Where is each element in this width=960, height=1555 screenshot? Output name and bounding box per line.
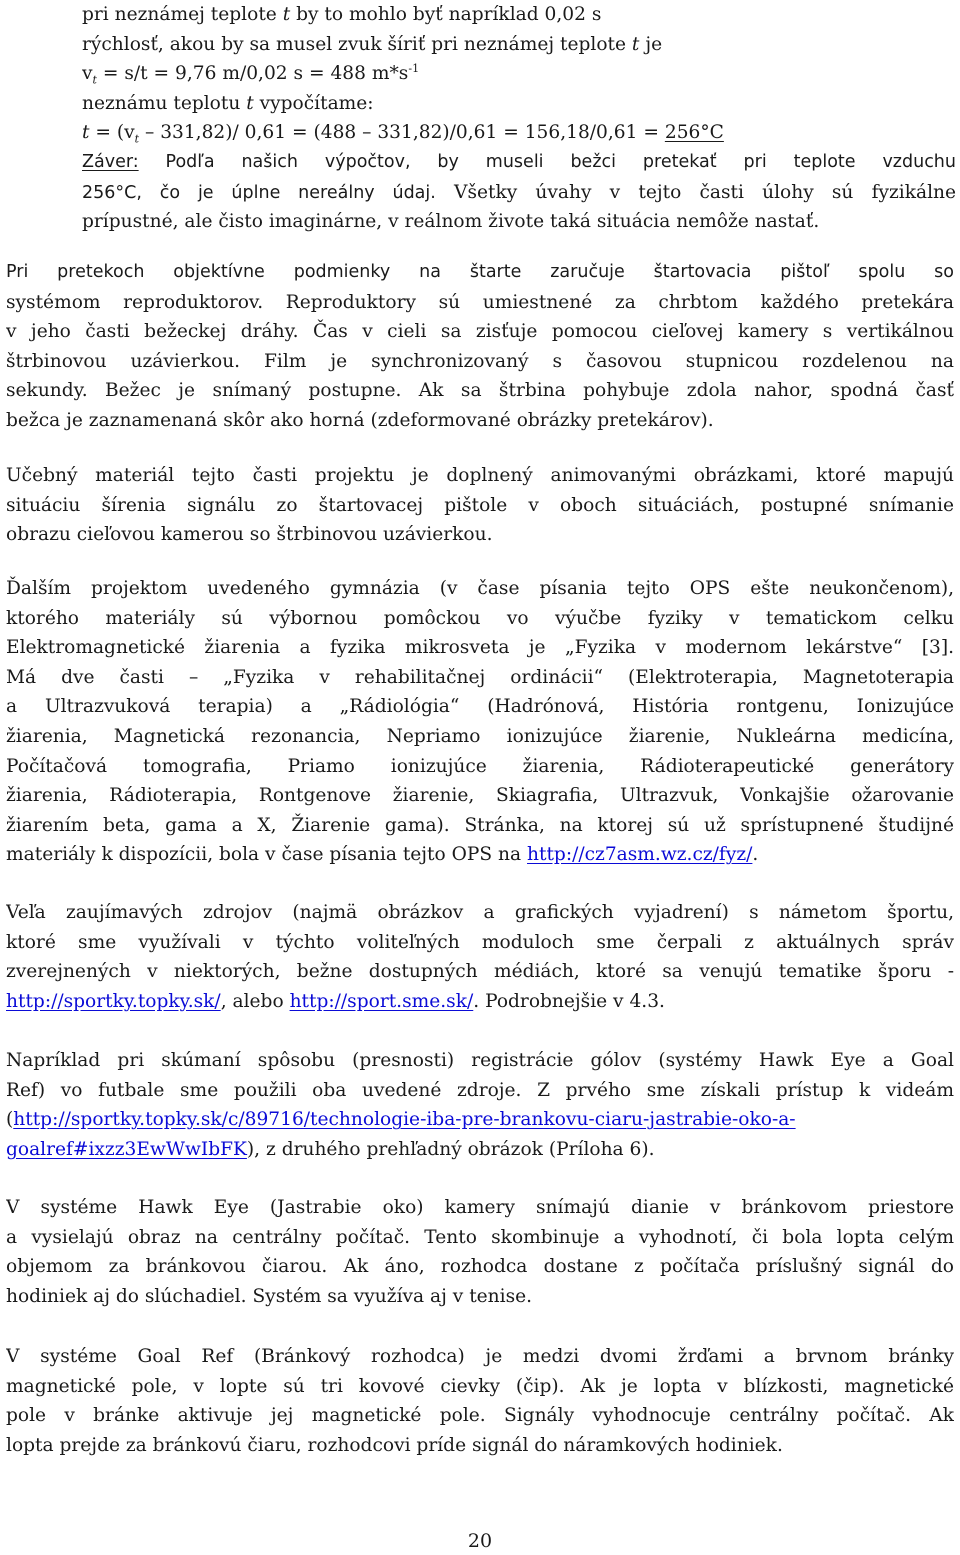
text-line: žiarenia, Rádioterapia, Rontgenove žiarenie, Skiagrafia, Ultrazvuk, Vonkajšie ožarovanie [6, 785, 954, 807]
conclusion-line: Záver: Podľa našich výpočtov, by museli bežci pretekať pri teplote vzduchu [82, 151, 956, 172]
calc-line: pri neznámej teplote t by to mohlo byť napríklad 0,02 s [82, 4, 602, 25]
link-topky-video-cont[interactable]: goalref#ixzz3EwWwIbFK [6, 1138, 247, 1160]
text-line: ktoré sme využívali v týchto voliteľných moduloch sme čerpali z aktuálnych správ [6, 931, 954, 953]
link-sportky[interactable]: http://sportky.topky.sk/ [6, 990, 221, 1012]
calc-result: 256°C [664, 122, 724, 144]
text-line: zverejnených v niektorých, bežne dostupných médiách, ktoré sa venujú tematike šporu - [6, 961, 954, 983]
text-line: systémom reproduktorov. Reproduktory sú umiestnené za chrbtom každého pretekára [6, 291, 954, 313]
paragraph-sources [6, 898, 954, 1016]
link-fyz[interactable]: http://cz7asm.wz.cz/fyz/ [527, 844, 753, 866]
link-sport-sme[interactable]: http://sport.sme.sk/ [289, 990, 474, 1012]
text-line: goalref#ixzz3EwWwIbFK), z druhého prehľadný obrázok (Príloha 6). [6, 1138, 655, 1160]
text-line: štrbinovou uzávierkou. Film je synchronizovaný s časovou stupnicou rozdelenou na [6, 350, 954, 372]
text-line: Elektromagnetické žiarenia a fyzika mikrosveta je „Fyzika v modernom lekárstve“ [3]. [6, 637, 954, 659]
calculation-block [82, 0, 956, 237]
text-line: bežca je zaznamenaná skôr ako horná (zdeformované obrázky pretekárov). [6, 409, 714, 431]
paragraph-animations [6, 461, 954, 550]
text-line: hodiniek aj do slúchadiel. Systém sa využíva aj v tenise. [6, 1285, 533, 1307]
text-line: žiarením beta, gama a X, Žiarenie gama). Stránka, na ktorej sú už sprístupnené študijné [6, 814, 954, 836]
text-line: Pri pretekoch objektívne podmienky na štarte zaručuje štartovacia pištoľ spolu so [6, 262, 954, 282]
text-line: V systéme Goal Ref (Bránkový rozhodca) je medzi dvomi žrďami a brvnom bránky [6, 1346, 954, 1367]
text-line: Počítačová tomografia, Priamo ionizujúce žiarenia, Rádioterapeutické generátory [6, 755, 954, 777]
paragraph-start-pistol [6, 258, 954, 436]
calc-line: $v_t = s/t = 9,76$ m/0,02 s = 488 $m*s^{-1}$ [82, 62, 420, 87]
conclusion-line: 256°C, čo je úplne nereálny údaj. Všetky úvahy v tejto časti úlohy sú fyzikálne [82, 181, 956, 203]
text-line: lopta prejde za bránkovú čiaru, rozhodcovi príde signál do náramkových hodiniek. [6, 1434, 783, 1456]
calc-formula: $t = (v_t - 331,82)/$ 0,61 = (488 – 331,82)/0,61 = 156,18/0,61 = 256°C [82, 122, 724, 147]
text-line: Má dve časti – „Fyzika v rehabilitačnej ordinácii“ (Elektroterapia, Magnetoterapia [6, 666, 954, 688]
calc-line: neznámu teplotu t vypočítame: [82, 92, 374, 114]
text-line: Napríklad pri skúmaní spôsobu (presnosti) registrácie gólov (systémy Hawk Eye a Goal [6, 1050, 954, 1071]
text-line: v jeho časti bežeckej dráhy. Čas v cieli sa zisťuje pomocou cieľovej kamery s vertikálnou [6, 321, 954, 343]
calc-line: rýchlosť, akou by sa musel zvuk šíriť pri neznámej teplote t je [82, 33, 663, 55]
text-line: V systéme Hawk Eye (Jastrabie oko) kamery snímajú dianie v bránkovom priestore [6, 1197, 954, 1218]
text-line: a vysielajú obraz na centrálny počítač. Tento skombinuje a vyhodnotí, či bola lopta celým [6, 1226, 954, 1248]
paragraph-goal-ref [6, 1342, 954, 1460]
text-line: situáciu šírenia signálu zo štartovacej pištole v oboch situáciách, postupné snímanie [6, 494, 954, 516]
conclusion-line: prípustné, ale čisto imaginárne, v reálnom živote taká situácia nemôže nastať. [82, 211, 820, 233]
conclusion-label: Záver: [82, 151, 139, 172]
text-line: ktorého materiály sú výbornou pomôckou vo výučbe fyziky v tematickom celku [6, 607, 954, 629]
link-topky-video[interactable]: http://sportky.topky.sk/c/89716/technologie-iba-pre-brankovu-ciaru-jastrabie-oko-a- [13, 1109, 796, 1131]
text-line: pole v bránke aktivuje jej magnetické pole. Signály vyhodnocuje centrálny počítač. Ak [6, 1405, 954, 1427]
text-line: Veľa zaujímavých zdrojov (najmä obrázkov a grafických vyjadrení) s námetom športu, [6, 902, 954, 923]
text-line: materiály k dispozícii, bola v čase písania tejto OPS na http://cz7asm.wz.cz/fyz/. [6, 844, 759, 866]
text-line: a Ultrazvuková terapia) a „Rádiológia“ (Hadrónová, História rontgenu, Ionizujúce [6, 696, 954, 718]
text-line: obrazu cieľovou kamerou so štrbinovou uzávierkou. [6, 524, 493, 546]
text-line: Ďalším projektom uvedeného gymnázia (v čase písania tejto OPS ešte neukončenom), [6, 578, 954, 599]
text-line: http://sportky.topky.sk/, alebo http://sport.sme.sk/. Podrobnejšie v 4.3. [6, 990, 665, 1012]
paragraph-modern-medicine [6, 574, 954, 870]
text-line: žiarenia, Magnetická rezonancia, Nepriamo ionizujúce žiarenie, Nukleárna medicína, [6, 725, 954, 747]
page-number: 20 [467, 1530, 493, 1552]
text-line: (http://sportky.topky.sk/c/89716/technologie-iba-pre-brankovu-ciaru-jastrabie-oko-a- [6, 1109, 796, 1131]
text-line: sekundy. Bežec je snímaný postupne. Ak sa štrbina pohybuje zdola nahor, spodná časť [6, 380, 954, 402]
text-line: Ref) vo futbale sme použili oba uvedené zdroje. Z prvého sme získali prístup k videám [6, 1079, 954, 1101]
paragraph-goal-systems [6, 1046, 954, 1164]
text-line: Učebný materiál tejto časti projektu je doplnený animovanými obrázkami, ktoré mapujú [6, 465, 954, 486]
paragraph-hawk-eye [6, 1193, 954, 1311]
text-line: magnetické pole, v lopte sú tri kovové cievky (čip). Ak je lopta v blízkosti, magnetické [6, 1375, 954, 1397]
text-line: objemom za bránkovou čiarou. Ak áno, rozhodca dostane z počítača príslušný signál do [6, 1256, 954, 1278]
